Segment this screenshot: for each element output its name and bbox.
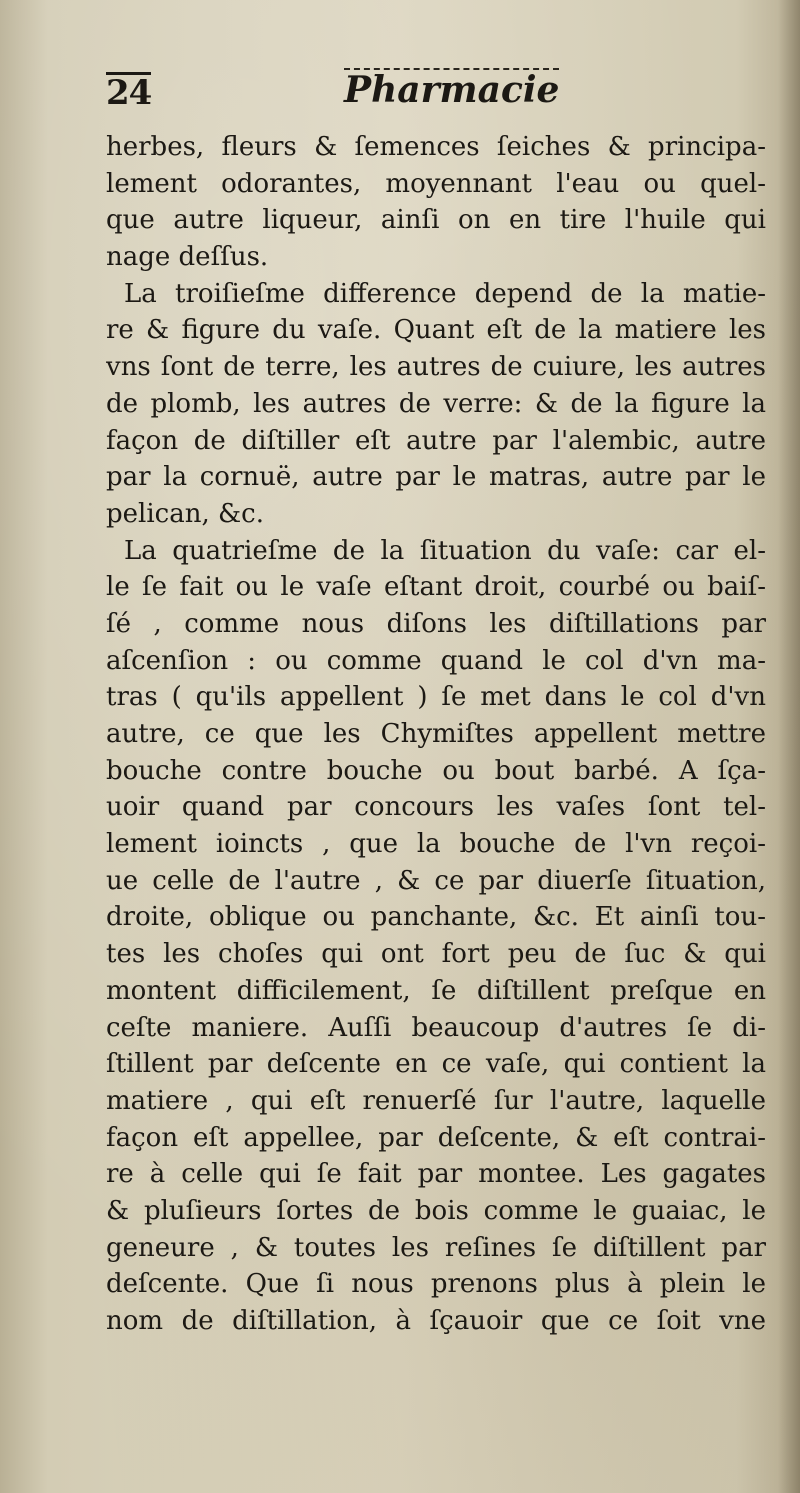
text-line: ſtillent par deſcente en ce vaſe, qui contient la xyxy=(106,1049,766,1080)
text-line: ue celle de l'autre , & ce par diuerſe ſituation, xyxy=(106,865,766,896)
text-line: façon de diſtiller eſt autre par l'alembic, autre xyxy=(106,425,766,456)
text-line: vns ſont de terre, les autres de cuiure, les autres xyxy=(106,352,766,383)
text-line: ſé , comme nous diſons les diſtillations par xyxy=(106,608,766,639)
page-header xyxy=(106,68,766,118)
text-line: lement ioincts , que la bouche de l'vn reçoi- xyxy=(106,829,766,860)
text-line: droite, oblique ou panchante, &c. Et ainſi tou- xyxy=(106,902,766,933)
text-line: aſcenſion : ou comme quand le col d'vn ma- xyxy=(106,645,766,676)
running-title: Pharmacie xyxy=(344,69,560,111)
text-line: La quatrieſme de la ſituation du vaſe: car el- xyxy=(124,535,766,566)
text-line: par la cornuë, autre par le matras, autre par le xyxy=(106,462,766,493)
text-line: re & figure du vaſe. Quant eſt de la matiere les xyxy=(106,315,766,346)
text-line: tes les choſes qui ont fort peu de ſuc & qui xyxy=(106,939,766,970)
text-line: La troiſieſme difference depend de la matie- xyxy=(124,278,766,309)
text-line: pelican, &c. xyxy=(106,498,264,529)
text-line: montent difficilement, ſe diſtillent preſque en xyxy=(106,975,766,1006)
text-line: re à celle qui ſe fait par montee. Les gagates xyxy=(106,1159,766,1190)
page-number: 24 xyxy=(106,73,152,113)
text-line: bouche contre bouche ou bout barbé. A ſça- xyxy=(106,755,766,786)
text-line: de plomb, les autres de verre: & de la figure la xyxy=(106,388,766,419)
text-line: uoir quand par concours les vaſes ſont tel- xyxy=(106,792,766,823)
text-line: geneure , & toutes les reſines ſe diſtillent par xyxy=(106,1232,766,1263)
text-line: le ſe fait ou le vaſe eſtant droit, courbé ou baiſ- xyxy=(106,572,766,603)
text-line: matiere , qui eſt renuerſé ſur l'autre, laquelle xyxy=(106,1085,766,1116)
text-line: deſcente. Que ſi nous prenons plus à plein le xyxy=(106,1269,766,1300)
text-line: tras ( qu'ils appellent ) ſe met dans le col d'vn xyxy=(106,682,766,713)
text-line: lement odorantes, moyennant l'eau ou quel- xyxy=(106,168,766,199)
text-line: ceſte maniere. Auſſi beaucoup d'autres ſe di- xyxy=(106,1012,766,1043)
text-line: que autre liqueur, ainſi on en tire l'huile qui xyxy=(106,205,766,236)
text-line: & pluſieurs ſortes de bois comme le guaiac, le xyxy=(106,1195,766,1226)
text-line: nom de diſtillation, à ſçauoir que ce ſoit vne xyxy=(106,1306,766,1336)
text-line: nage deſſus. xyxy=(106,242,269,273)
page-edge-shadow xyxy=(778,0,800,1493)
body-text xyxy=(106,129,766,1340)
text-line: façon eſt appellee, par deſcente, & eſt contrai- xyxy=(106,1122,766,1153)
text-line: autre, ce que les Chymiſtes appellent mettre xyxy=(106,719,766,749)
text-line: herbes, fleurs & ſemences ſeiches & principa- xyxy=(106,132,766,162)
